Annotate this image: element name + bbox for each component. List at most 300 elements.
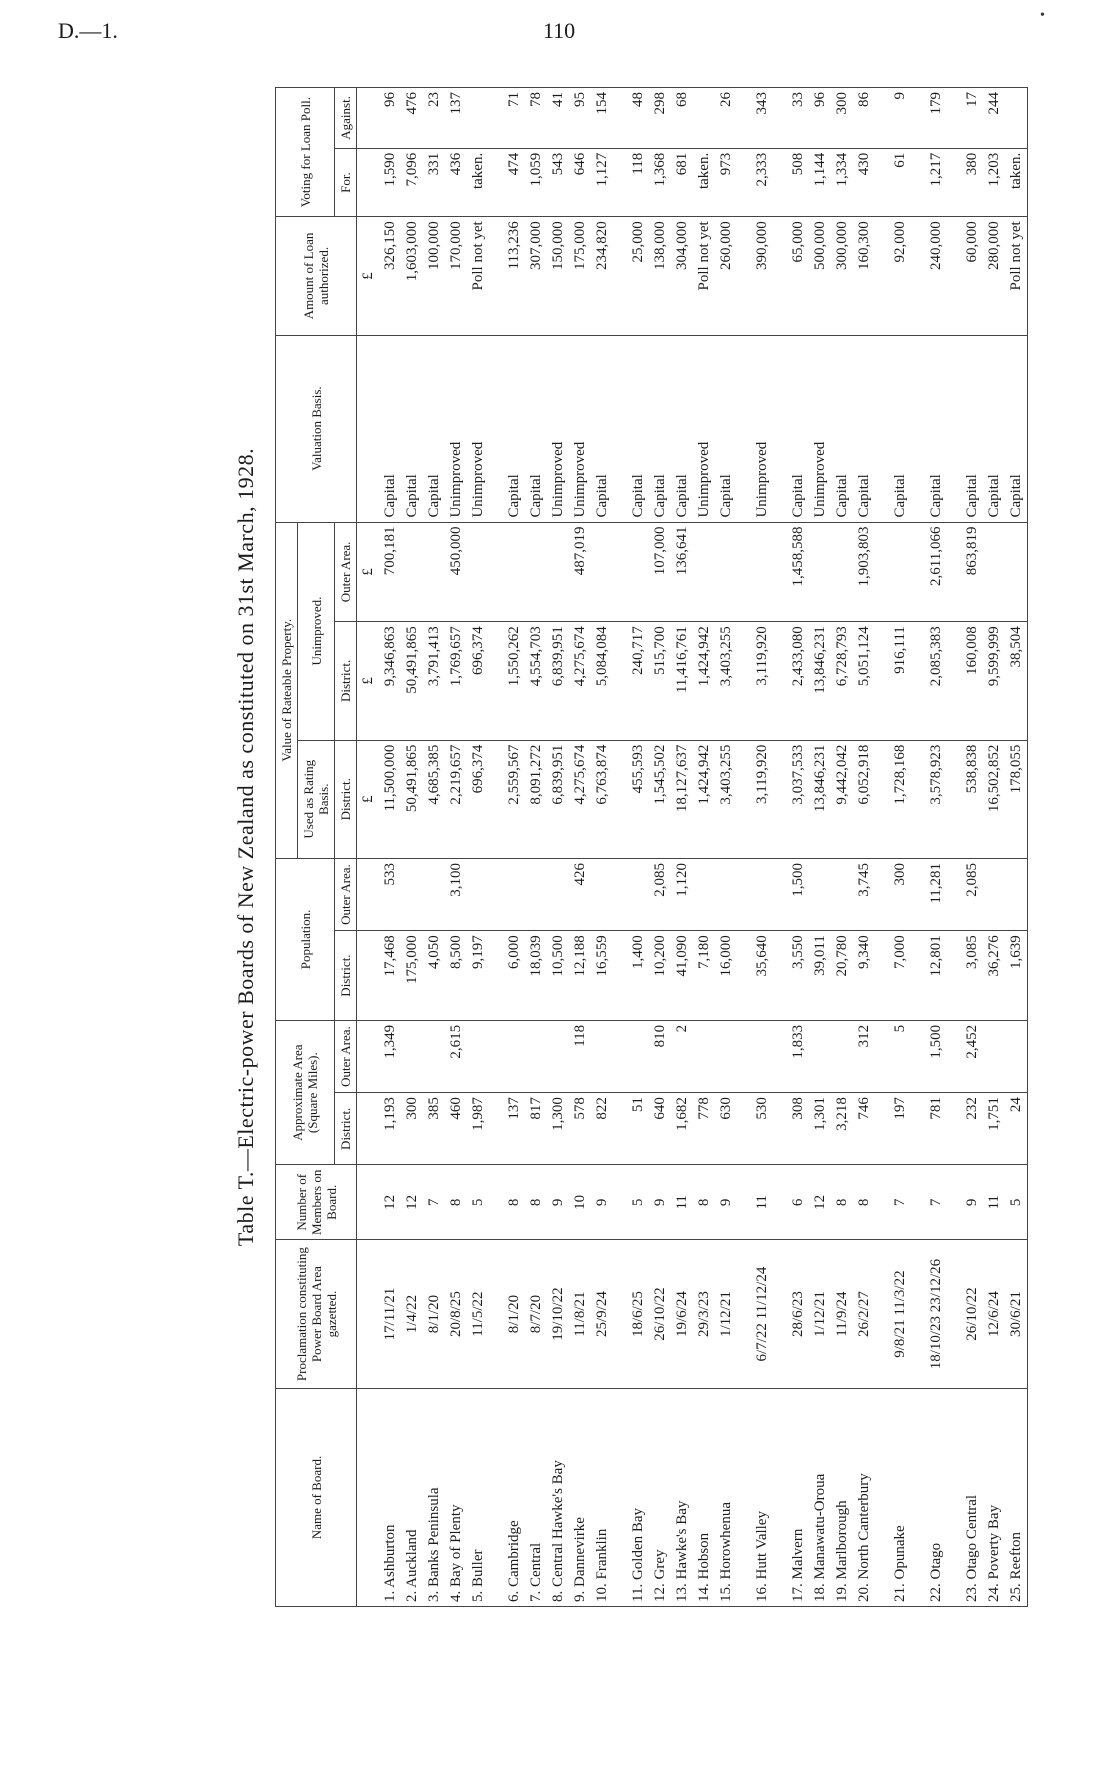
- unimproved-district: 3,119,920: [751, 622, 773, 740]
- unimproved-district: 11,416,761: [671, 622, 693, 740]
- loan-amount: 150,000: [547, 217, 569, 335]
- area-outer: [1005, 1020, 1028, 1092]
- population-district: 6,000: [503, 931, 525, 1021]
- area-district: 578: [569, 1093, 591, 1165]
- loan-amount: 390,000: [751, 217, 773, 335]
- spacer-cell: [489, 88, 503, 149]
- spacer-cell: [613, 88, 627, 149]
- members-count: 7: [925, 1165, 947, 1240]
- used-basis-district: 538,838: [961, 740, 983, 858]
- currency-blank: [357, 1020, 380, 1092]
- poll-against: 9: [889, 88, 911, 149]
- poll-for: 7,096: [401, 148, 423, 217]
- spacer-cell: [911, 88, 925, 149]
- spacer-cell: [737, 1020, 751, 1092]
- population-district: 35,640: [751, 931, 773, 1021]
- spacer-cell: [613, 1240, 627, 1389]
- spacer-cell: [875, 931, 889, 1021]
- board-name: 6. Cambridge: [503, 1388, 525, 1606]
- proclamation-date: 8/1/20: [503, 1240, 525, 1389]
- poll-for: 1,368: [649, 148, 671, 217]
- members-count: 7: [423, 1165, 445, 1240]
- poll-for: 331: [423, 148, 445, 217]
- spacer-cell: [947, 217, 961, 335]
- spacer-cell: [489, 858, 503, 930]
- currency-blank: [357, 1165, 380, 1240]
- board-name: 14. Hobson: [693, 1388, 715, 1606]
- spacer-cell: [947, 88, 961, 149]
- spacer-cell: [773, 858, 787, 930]
- spacer-cell: [489, 217, 503, 335]
- members-count: 9: [715, 1165, 737, 1240]
- area-district: 3,218: [831, 1093, 853, 1165]
- population-outer: [547, 858, 569, 930]
- used-basis-district: 3,403,255: [715, 740, 737, 858]
- population-district: 18,039: [525, 931, 547, 1021]
- used-basis-district: 4,685,385: [423, 740, 445, 858]
- table-row: [401, 88, 423, 1607]
- table-row: [547, 88, 569, 1607]
- group-spacer: [911, 88, 925, 1607]
- population-outer: [983, 858, 1005, 930]
- population-district: 175,000: [401, 931, 423, 1021]
- population-outer: [809, 858, 831, 930]
- poll-against: 26: [715, 88, 737, 149]
- members-count: 8: [503, 1165, 525, 1240]
- area-outer: [693, 1020, 715, 1092]
- poll-against: 244: [983, 88, 1005, 149]
- population-district: 9,197: [467, 931, 489, 1021]
- unimproved-district: 4,275,674: [569, 622, 591, 740]
- currency-blank: [357, 931, 380, 1021]
- population-district: 4,050: [423, 931, 445, 1021]
- unimproved-outer: [1005, 522, 1028, 622]
- poll-for: 61: [889, 148, 911, 217]
- population-district: 1,639: [1005, 931, 1028, 1021]
- population-district: 7,180: [693, 931, 715, 1021]
- loan-amount: 260,000: [715, 217, 737, 335]
- spacer-cell: [875, 740, 889, 858]
- spacer-cell: [613, 1093, 627, 1165]
- pound-sign: £: [357, 522, 380, 622]
- poll-for: 2,333: [751, 148, 773, 217]
- area-outer: [809, 1020, 831, 1092]
- spacer-cell: [911, 858, 925, 930]
- unimproved-district: 515,700: [649, 622, 671, 740]
- population-district: 3,550: [787, 931, 809, 1021]
- valuation-basis: Unimproved: [809, 335, 831, 522]
- col-proclamation-header: Proclamation constituting Power Board Area gazetted.: [276, 1240, 357, 1389]
- valuation-basis: Capital: [1005, 335, 1028, 522]
- unimproved-outer: [693, 522, 715, 622]
- valuation-basis: Capital: [627, 335, 649, 522]
- area-district: 308: [787, 1093, 809, 1165]
- poll-against: 154: [591, 88, 613, 149]
- area-outer: [401, 1020, 423, 1092]
- population-outer: [525, 858, 547, 930]
- col-poll-header: Voting for Loan Poll.: [276, 88, 335, 217]
- spacer-cell: [613, 622, 627, 740]
- poll-for: 118: [627, 148, 649, 217]
- table-row: [423, 88, 445, 1607]
- spacer-cell: [737, 1165, 751, 1240]
- unimproved-district: 13,846,231: [809, 622, 831, 740]
- valuation-basis: Capital: [423, 335, 445, 522]
- spacer-cell: [773, 522, 787, 622]
- table-row: [627, 88, 649, 1607]
- proclamation-date: 25/9/24: [591, 1240, 613, 1389]
- population-district: 17,468: [379, 931, 401, 1021]
- valuation-basis: Capital: [787, 335, 809, 522]
- board-name: 21. Opunake: [889, 1388, 911, 1606]
- valuation-basis: Capital: [961, 335, 983, 522]
- spacer-cell: [737, 858, 751, 930]
- table-row: [715, 88, 737, 1607]
- proclamation-date: 11/5/22: [467, 1240, 489, 1389]
- poll-for: 543: [547, 148, 569, 217]
- unimproved-district: 2,085,383: [925, 622, 947, 740]
- population-district: 16,000: [715, 931, 737, 1021]
- spacer-cell: [613, 148, 627, 217]
- members-count: 5: [467, 1165, 489, 1240]
- unimproved-outer: [627, 522, 649, 622]
- sub-poll-against: Against.: [335, 88, 357, 149]
- area-outer: [983, 1020, 1005, 1092]
- valuation-basis: Capital: [591, 335, 613, 522]
- board-name: 10. Franklin: [591, 1388, 613, 1606]
- valuation-basis: Capital: [831, 335, 853, 522]
- area-outer: [831, 1020, 853, 1092]
- poll-for: 1,217: [925, 148, 947, 217]
- spacer-cell: [489, 1240, 503, 1389]
- spacer-cell: [489, 1020, 503, 1092]
- spacer-cell: [773, 931, 787, 1021]
- sub-unimp-outer: Outer Area.: [335, 522, 357, 622]
- area-outer: [715, 1020, 737, 1092]
- used-basis-district: 4,275,674: [569, 740, 591, 858]
- table-row: [649, 88, 671, 1607]
- used-basis-district: 6,763,874: [591, 740, 613, 858]
- loan-amount: 170,000: [445, 217, 467, 335]
- group-spacer: [613, 88, 627, 1607]
- proclamation-date: 8/7/20: [525, 1240, 547, 1389]
- poll-against: 179: [925, 88, 947, 149]
- board-name: 19. Marlborough: [831, 1388, 853, 1606]
- unimproved-outer: 487,019: [569, 522, 591, 622]
- spacer-cell: [737, 88, 751, 149]
- spacer-cell: [911, 740, 925, 858]
- population-district: 1,400: [627, 931, 649, 1021]
- board-name: 18. Manawatu-Oroua: [809, 1388, 831, 1606]
- sub-pop-district: District.: [335, 931, 357, 1021]
- poll-against: [1005, 88, 1028, 149]
- used-basis-district: 1,728,168: [889, 740, 911, 858]
- area-district: 817: [525, 1093, 547, 1165]
- table-row: [467, 88, 489, 1607]
- loan-amount: 65,000: [787, 217, 809, 335]
- poll-against: 71: [503, 88, 525, 149]
- poll-for: 1,127: [591, 148, 613, 217]
- table-row: [787, 88, 809, 1607]
- valuation-basis: Unimproved: [547, 335, 569, 522]
- valuation-basis: Capital: [853, 335, 875, 522]
- currency-row: [357, 88, 380, 1607]
- proclamation-date: 9/8/21 11/3/22: [889, 1240, 911, 1389]
- board-name: 8. Central Hawke's Bay: [547, 1388, 569, 1606]
- poll-against: 96: [809, 88, 831, 149]
- population-outer: 11,281: [925, 858, 947, 930]
- used-basis-district: 13,846,231: [809, 740, 831, 858]
- used-basis-district: 3,037,533: [787, 740, 809, 858]
- spacer-cell: [489, 740, 503, 858]
- poll-against: 476: [401, 88, 423, 149]
- table-row: [889, 88, 911, 1607]
- loan-amount: Poll not yet: [693, 217, 715, 335]
- spacer-cell: [875, 858, 889, 930]
- unimproved-outer: [503, 522, 525, 622]
- proclamation-date: 20/8/25: [445, 1240, 467, 1389]
- spacer-cell: [737, 931, 751, 1021]
- unimproved-district: 1,424,942: [693, 622, 715, 740]
- poll-for: taken.: [467, 148, 489, 217]
- area-district: 51: [627, 1093, 649, 1165]
- col-population-header: Population.: [276, 858, 335, 1020]
- sub-poll-for: For.: [335, 148, 357, 217]
- spacer-cell: [947, 522, 961, 622]
- used-basis-district: 16,502,852: [983, 740, 1005, 858]
- poll-against: 298: [649, 88, 671, 149]
- col-used-basis-header: Used as Rating Basis.: [298, 740, 335, 858]
- used-basis-district: 3,578,923: [925, 740, 947, 858]
- unimproved-outer: [401, 522, 423, 622]
- population-outer: [1005, 858, 1028, 930]
- poll-for: 508: [787, 148, 809, 217]
- loan-amount: 138,000: [649, 217, 671, 335]
- corner-dot: •: [1040, 8, 1045, 23]
- loan-amount: 307,000: [525, 217, 547, 335]
- members-count: 11: [671, 1165, 693, 1240]
- spacer-cell: [773, 335, 787, 522]
- proclamation-date: 26/10/22: [649, 1240, 671, 1389]
- unimproved-district: 3,791,413: [423, 622, 445, 740]
- area-outer: [503, 1020, 525, 1092]
- unimproved-outer: 136,641: [671, 522, 693, 622]
- area-district: 1,751: [983, 1093, 1005, 1165]
- members-count: 7: [889, 1165, 911, 1240]
- loan-amount: Poll not yet: [467, 217, 489, 335]
- spacer-cell: [911, 217, 925, 335]
- area-outer: 1,500: [925, 1020, 947, 1092]
- group-spacer: [947, 88, 961, 1607]
- spacer-cell: [773, 1020, 787, 1092]
- pound-sign: £: [357, 217, 380, 335]
- area-district: 746: [853, 1093, 875, 1165]
- poll-for: 430: [853, 148, 875, 217]
- used-basis-district: 696,374: [467, 740, 489, 858]
- spacer-cell: [613, 1020, 627, 1092]
- spacer-cell: [947, 931, 961, 1021]
- population-district: 7,000: [889, 931, 911, 1021]
- spacer-cell: [737, 148, 751, 217]
- spacer-cell: [875, 217, 889, 335]
- unimproved-district: 9,346,863: [379, 622, 401, 740]
- loan-amount: 100,000: [423, 217, 445, 335]
- valuation-basis: Capital: [649, 335, 671, 522]
- spacer-cell: [911, 522, 925, 622]
- spacer-cell: [613, 335, 627, 522]
- unimproved-outer: 1,458,588: [787, 522, 809, 622]
- unimproved-district: 38,504: [1005, 622, 1028, 740]
- loan-amount: 1,603,000: [401, 217, 423, 335]
- poll-for: 436: [445, 148, 467, 217]
- board-name: 16. Hutt Valley: [751, 1388, 773, 1606]
- area-district: 385: [423, 1093, 445, 1165]
- table-row: [925, 88, 947, 1607]
- spacer-cell: [737, 1388, 751, 1606]
- board-name: 3. Banks Peninsula: [423, 1388, 445, 1606]
- col-name-header: Name of Board.: [276, 1388, 357, 1606]
- used-basis-district: 18,127,637: [671, 740, 693, 858]
- used-basis-district: 2,219,657: [445, 740, 467, 858]
- spacer-cell: [947, 622, 961, 740]
- used-basis-district: 9,442,042: [831, 740, 853, 858]
- spacer-cell: [613, 1165, 627, 1240]
- poll-for: 646: [569, 148, 591, 217]
- area-outer: 5: [889, 1020, 911, 1092]
- spacer-cell: [773, 88, 787, 149]
- proclamation-date: 26/2/27: [853, 1240, 875, 1389]
- unimproved-outer: [809, 522, 831, 622]
- table-row: [809, 88, 831, 1607]
- spacer-cell: [911, 1165, 925, 1240]
- unimproved-outer: [423, 522, 445, 622]
- unimproved-outer: 2,611,066: [925, 522, 947, 622]
- spacer-cell: [947, 1388, 961, 1606]
- population-district: 10,200: [649, 931, 671, 1021]
- spacer-cell: [911, 335, 925, 522]
- proclamation-date: 6/7/22 11/12/24: [751, 1240, 773, 1389]
- population-outer: [627, 858, 649, 930]
- population-district: 16,559: [591, 931, 613, 1021]
- unimproved-district: 5,051,124: [853, 622, 875, 740]
- col-unimproved-header: Unimproved.: [298, 522, 335, 740]
- spacer-cell: [737, 217, 751, 335]
- proclamation-date: 17/11/21: [379, 1240, 401, 1389]
- loan-amount: Poll not yet: [1005, 217, 1028, 335]
- population-outer: [751, 858, 773, 930]
- poll-against: [693, 88, 715, 149]
- poll-against: 68: [671, 88, 693, 149]
- poll-against: 78: [525, 88, 547, 149]
- spacer-cell: [773, 1093, 787, 1165]
- members-count: 8: [693, 1165, 715, 1240]
- population-outer: [715, 858, 737, 930]
- sub-used-district: District.: [335, 740, 357, 858]
- board-name: 1. Ashburton: [379, 1388, 401, 1606]
- population-district: 10,500: [547, 931, 569, 1021]
- poll-against: 17: [961, 88, 983, 149]
- poll-against: 86: [853, 88, 875, 149]
- table-header: [276, 88, 357, 1607]
- area-outer: 810: [649, 1020, 671, 1092]
- spacer-cell: [773, 1388, 787, 1606]
- loan-amount: 25,000: [627, 217, 649, 335]
- population-outer: [693, 858, 715, 930]
- population-district: 20,780: [831, 931, 853, 1021]
- poll-for: 380: [961, 148, 983, 217]
- col-value-header: Value of Rateable Property.: [276, 522, 298, 858]
- proclamation-date: 1/12/21: [809, 1240, 831, 1389]
- table-row: [445, 88, 467, 1607]
- unimproved-outer: [715, 522, 737, 622]
- table-row: [961, 88, 983, 1607]
- unimproved-outer: [889, 522, 911, 622]
- spacer-cell: [773, 1240, 787, 1389]
- used-basis-district: 8,091,272: [525, 740, 547, 858]
- valuation-basis: Unimproved: [693, 335, 715, 522]
- unimproved-outer: [547, 522, 569, 622]
- area-outer: 2: [671, 1020, 693, 1092]
- table-row: [1005, 88, 1028, 1607]
- spacer-cell: [489, 1388, 503, 1606]
- proclamation-date: 26/10/22: [961, 1240, 983, 1389]
- area-district: 1,682: [671, 1093, 693, 1165]
- area-outer: 312: [853, 1020, 875, 1092]
- population-outer: 1,120: [671, 858, 693, 930]
- valuation-basis: Unimproved: [467, 335, 489, 522]
- currency-blank: [357, 148, 380, 217]
- poll-against: [467, 88, 489, 149]
- used-basis-district: 11,500,000: [379, 740, 401, 858]
- used-basis-district: 178,055: [1005, 740, 1028, 858]
- col-members-header: Number of Members on Board.: [276, 1165, 357, 1240]
- spacer-cell: [613, 1388, 627, 1606]
- area-outer: [467, 1020, 489, 1092]
- proclamation-date: 12/6/24: [983, 1240, 1005, 1389]
- population-outer: 2,085: [649, 858, 671, 930]
- proclamation-date: 29/3/23: [693, 1240, 715, 1389]
- poll-against: 96: [379, 88, 401, 149]
- members-count: 9: [591, 1165, 613, 1240]
- members-count: 5: [627, 1165, 649, 1240]
- population-district: 41,090: [671, 931, 693, 1021]
- spacer-cell: [947, 1020, 961, 1092]
- spacer-cell: [737, 335, 751, 522]
- area-outer: [751, 1020, 773, 1092]
- population-district: 3,085: [961, 931, 983, 1021]
- spacer-cell: [875, 335, 889, 522]
- population-outer: [591, 858, 613, 930]
- loan-amount: 240,000: [925, 217, 947, 335]
- board-name: 9. Dannevirke: [569, 1388, 591, 1606]
- loan-amount: 92,000: [889, 217, 911, 335]
- unimproved-district: 4,554,703: [525, 622, 547, 740]
- area-outer: 1,349: [379, 1020, 401, 1092]
- spacer-cell: [875, 1093, 889, 1165]
- unimproved-district: 9,599,999: [983, 622, 1005, 740]
- poll-against: 23: [423, 88, 445, 149]
- members-count: 9: [961, 1165, 983, 1240]
- spacer-cell: [947, 740, 961, 858]
- table-row: [751, 88, 773, 1607]
- spacer-cell: [947, 335, 961, 522]
- proclamation-date: 11/9/24: [831, 1240, 853, 1389]
- sub-area-district: District.: [335, 1093, 357, 1165]
- unimproved-district: 2,433,080: [787, 622, 809, 740]
- population-outer: 426: [569, 858, 591, 930]
- valuation-basis: Capital: [503, 335, 525, 522]
- spacer-cell: [489, 335, 503, 522]
